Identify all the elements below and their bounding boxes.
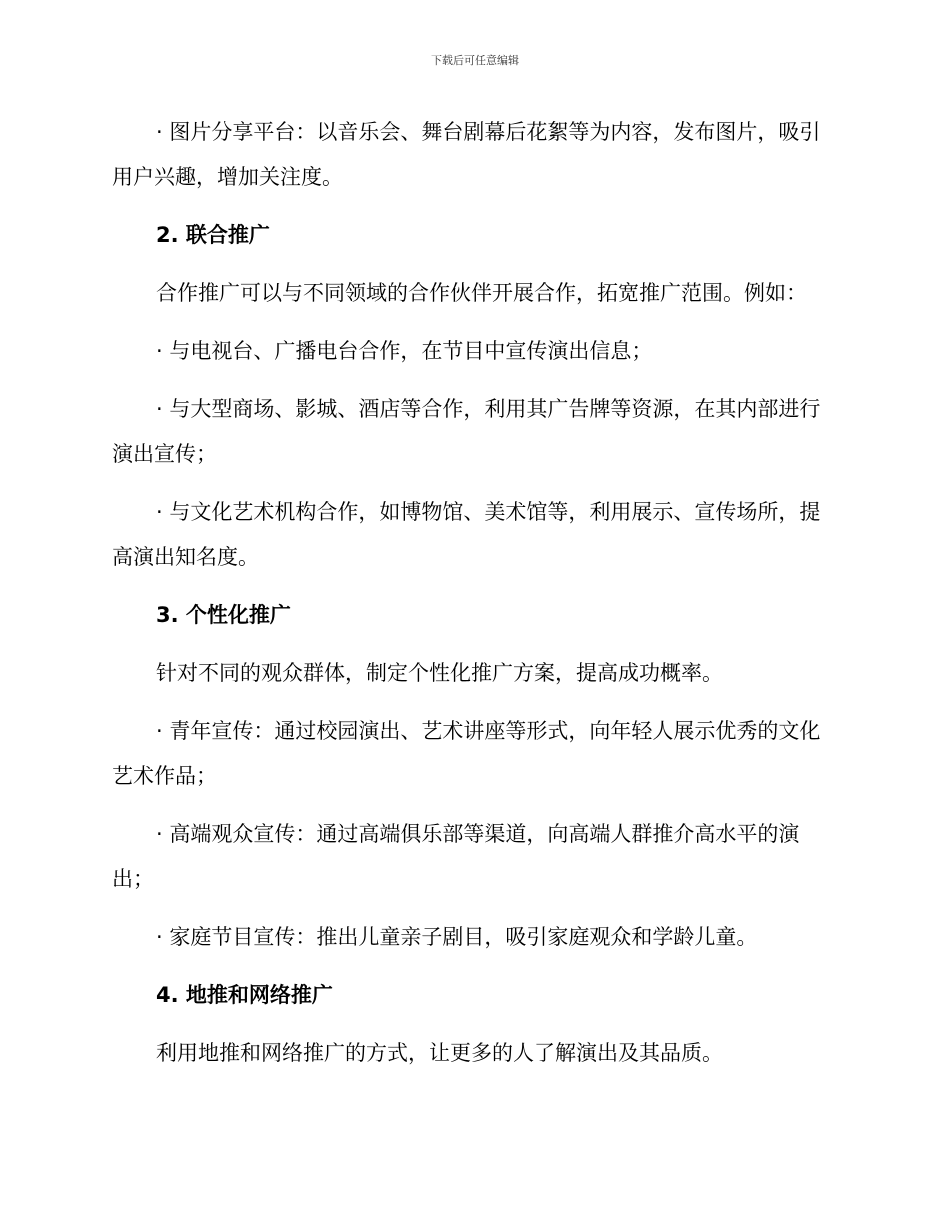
section-heading-ground-online-promotion: 4. 地推和网络推广 [156, 983, 333, 1007]
bullet-paragraph-image-sharing: · 图片分享平台：以音乐会、舞台剧幕后花絮等为内容，发布图片，吸引用户兴趣，增加关注度。 [112, 120, 821, 189]
bullet-paragraph-malls-cinemas: · 与大型商场、影城、酒店等合作，利用其广告牌等资源，在其内部进行演出宣传； [112, 397, 821, 466]
section-heading-joint-promotion: 2. 联合推广 [156, 223, 270, 247]
paragraph-ground-online-intro: 利用地推和网络推广的方式，让更多的人了解演出及其品质。 [156, 1041, 723, 1065]
section-heading-personalized-promotion: 3. 个性化推广 [156, 603, 291, 627]
bullet-paragraph-cultural-institutions: · 与文化艺术机构合作，如博物馆、美术馆等，利用展示、宣传场所，提高演出知名度。 [112, 500, 821, 569]
document-body [112, 110, 824, 1089]
paragraph-joint-promotion-intro: 合作推广可以与不同领域的合作伙伴开展合作，拓宽推广范围。例如： [156, 281, 807, 305]
bullet-paragraph-family: · 家庭节目宣传：推出儿童亲子剧目，吸引家庭观众和学龄儿童。 [156, 925, 758, 949]
bullet-paragraph-tv-radio: · 与电视台、广播电台合作，在节目中宣传演出信息； [156, 339, 653, 363]
page-header: 下载后可任意编辑 [431, 54, 519, 67]
paragraph-personalized-intro: 针对不同的观众群体，制定个性化推广方案，提高成功概率。 [156, 661, 723, 685]
bullet-paragraph-youth: · 青年宣传：通过校园演出、艺术讲座等形式，向年轻人展示优秀的文化艺术作品； [112, 719, 821, 788]
bullet-paragraph-high-end: · 高端观众宣传：通过高端俱乐部等渠道，向高端人群推介高水平的演出； [112, 822, 800, 891]
